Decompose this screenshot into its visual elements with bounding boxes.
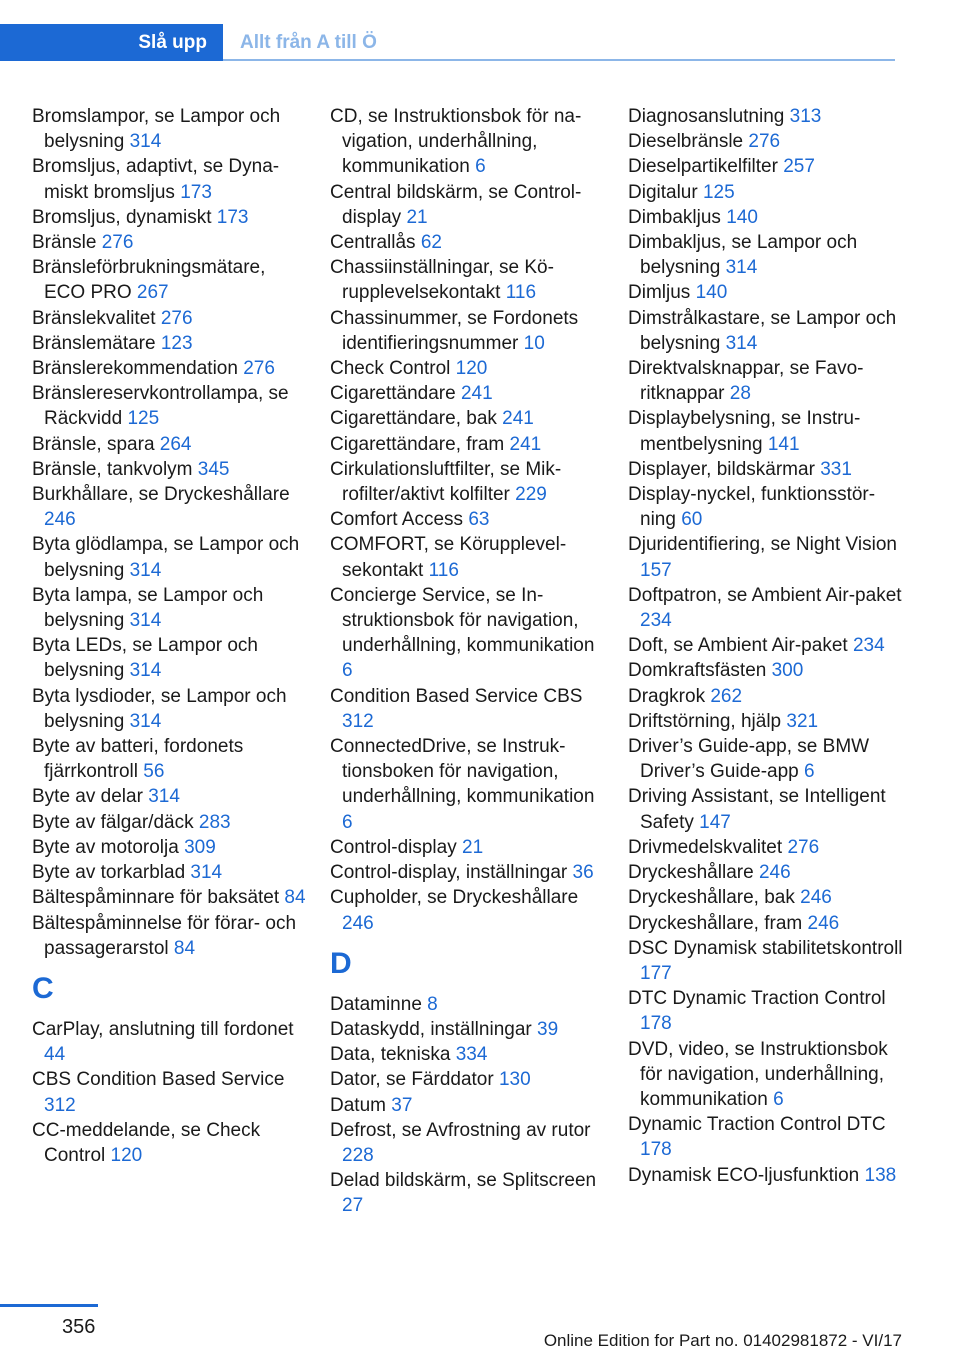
index-entry-page-link[interactable]: 262 [710, 685, 743, 707]
index-column-1 [32, 104, 307, 1168]
index-entry-term: Control-display [330, 836, 457, 858]
index-entry-term: Byte av torkarblad [32, 862, 186, 884]
header-rule [223, 59, 895, 61]
index-entry [32, 734, 307, 784]
index-entry-page-link[interactable]: 56 [143, 761, 165, 783]
index-entry-page-link[interactable]: 120 [455, 358, 488, 380]
index-entry [32, 810, 307, 835]
index-entry [32, 255, 307, 305]
index-entry [628, 784, 903, 834]
index-entry [330, 406, 605, 431]
index-entry-term: Bältespåminnare för baksätet [32, 887, 280, 909]
index-entry-term: Cirkulationsluftfilter, se Mikrofilter/aktivt kolfilter [330, 458, 562, 506]
index-entry-term: Dieselpartikelfilter [628, 156, 778, 178]
index-entry-page-link[interactable]: 6 [475, 156, 486, 178]
index-entry-page-link[interactable]: 63 [468, 509, 490, 531]
index-entry-term: Dryckeshållare, fram [628, 912, 803, 934]
index-entry-term: Bromslampor, se Lampor och belysning [32, 106, 281, 153]
index-entry-term: Bränslereservkontrollampa, se Räckvidd [32, 383, 289, 430]
index-entry-page-link[interactable]: 345 [197, 458, 230, 480]
index-entry-term: Data, tekniska [330, 1044, 451, 1066]
index-entry [330, 432, 605, 457]
index-entry [330, 1168, 605, 1218]
index-entry-page-link[interactable]: 321 [786, 710, 819, 732]
index-entry-term: CD, se Instruktionsbok för navigation, underhållning, kommunikation [330, 106, 582, 178]
index-entry [628, 936, 903, 986]
index-entry-page-link[interactable]: 246 [758, 862, 791, 884]
index-entry-term: Domkraftsfästen [628, 660, 767, 682]
index-entry-page-link[interactable]: 173 [180, 181, 212, 203]
index-entry-page-link[interactable]: 314 [190, 862, 223, 884]
index-entry-page-link[interactable]: 276 [787, 836, 820, 858]
index-entry [330, 835, 605, 860]
index-entry-term: Check Control [330, 358, 451, 380]
index-entry [628, 406, 903, 456]
index-entry [32, 356, 307, 381]
index-entry-term: Dataskydd, inställningar [330, 1018, 532, 1040]
index-entry [330, 104, 605, 180]
index-entry [628, 583, 903, 633]
index-entry-page-link[interactable]: 116 [505, 282, 537, 304]
index-entry [628, 658, 903, 683]
index-entry-page-link[interactable]: 246 [807, 912, 840, 934]
index-entry-term: Doftpatron, se Ambient Air-paket [628, 584, 902, 606]
index-entry-page-link[interactable]: 21 [462, 836, 484, 858]
index-entry-page-link[interactable]: 27 [342, 1195, 364, 1217]
index-entry-term: CarPlay, anslutning till fordonet [32, 1018, 294, 1040]
index-entry-page-link[interactable]: 312 [44, 1094, 76, 1116]
index-entry-term: Bränsleförbrukningsmätare, ECO PRO [32, 257, 266, 304]
index-entry [32, 230, 307, 255]
index-entry-term: Byta lysdioder, se Lampor och belysning [32, 685, 287, 732]
index-entry-term: Byta LEDs, se Lampor och belysning [32, 635, 258, 682]
index-entry-term: Dieselbränsle [628, 131, 744, 153]
index-entry-term: Bränsle, spara [32, 433, 155, 455]
index-entry [628, 457, 903, 482]
index-entry-page-link[interactable]: 84 [173, 937, 196, 959]
index-entry [32, 154, 307, 204]
index-entry-page-link[interactable]: 331 [820, 458, 852, 480]
index-entry-term: Chassiinställningar, se Körupplevelsekontakt [330, 257, 554, 304]
index-entry-page-link[interactable]: 314 [129, 710, 162, 732]
index-entry [32, 532, 307, 582]
index-entry-term: CBS Condition Based Service [32, 1069, 285, 1091]
index-entry-page-link[interactable]: 44 [44, 1044, 66, 1066]
index-entry-page-link[interactable]: 314 [148, 786, 180, 808]
index-entry-term: Bränslekvalitet [32, 307, 156, 329]
index-entry-page-link[interactable]: 314 [725, 332, 758, 354]
index-entry-page-link[interactable]: 276 [243, 358, 275, 380]
index-entry-page-link[interactable]: 177 [640, 962, 672, 984]
index-entry-term: Drivmedelskvalitet [628, 836, 783, 858]
index-entry-page-link[interactable]: 264 [159, 433, 192, 455]
index-entry [32, 432, 307, 457]
index-entry [330, 992, 605, 1017]
index-entry-page-link[interactable]: 6 [342, 811, 353, 833]
index-entry [628, 734, 903, 784]
index-entry-term: Dryckeshållare [628, 862, 754, 884]
index-entry-term: Control-display, inställningar [330, 862, 568, 884]
index-entry [32, 457, 307, 482]
index-entry [628, 280, 903, 305]
index-entry-term: Dryckeshållare, bak [628, 887, 795, 909]
index-entry-term: Cigarettändare [330, 383, 456, 405]
index-entry-term: Central bildskärm, se Control-display [330, 181, 582, 228]
index-entry [32, 860, 307, 885]
index-entry-page-link[interactable]: 276 [748, 131, 781, 153]
index-entry [32, 205, 307, 230]
index-entry [628, 684, 903, 709]
index-entry [32, 684, 307, 734]
index-entry [32, 331, 307, 356]
index-entry-term: Datum [330, 1094, 386, 1116]
index-entry-term: Dynamisk ECO-ljusfunktion [628, 1164, 860, 1186]
index-entry-page-link[interactable]: 123 [160, 332, 193, 354]
index-entry-page-link[interactable]: 125 [702, 181, 735, 203]
index-entry-term: Displayer, bildskärmar [628, 458, 815, 480]
index-entry-page-link[interactable]: 147 [699, 811, 731, 833]
index-entry-page-link[interactable]: 178 [640, 1139, 672, 1161]
index-entry-page-link[interactable]: 276 [160, 307, 193, 329]
index-entry-term: Byte av motorolja [32, 836, 179, 858]
index-entry [628, 709, 903, 734]
index-entry-term: Dator, se Färddator [330, 1069, 494, 1091]
index-entry-page-link[interactable]: 116 [428, 559, 459, 581]
index-entry-page-link[interactable]: 8 [427, 993, 438, 1015]
index-entry-page-link[interactable]: 28 [729, 383, 751, 405]
index-entry [628, 835, 903, 860]
index-entry-term: Bältespåminnelse för förar- och passagerarstol [32, 912, 297, 959]
index-entry-page-link[interactable]: 314 [129, 660, 162, 682]
index-entry-page-link[interactable]: 300 [771, 660, 804, 682]
index-entry [628, 1112, 903, 1162]
index-entry-term: CC-meddelande, se Check Control [32, 1119, 261, 1166]
index-entry [628, 532, 903, 582]
index-entry-term: Byte av delar [32, 786, 143, 808]
index-entry-page-link[interactable]: 283 [198, 811, 231, 833]
index-entry [628, 129, 903, 154]
index-entry [628, 306, 903, 356]
index-entry [330, 532, 605, 582]
index-column-3 [628, 104, 903, 1188]
index-entry-page-link[interactable]: 6 [342, 660, 353, 682]
index-entry-page-link[interactable]: 246 [800, 887, 832, 909]
index-entry-term: Dynamic Traction Control DTC [628, 1114, 886, 1136]
index-entry-page-link[interactable]: 267 [136, 282, 169, 304]
index-entry [330, 457, 605, 507]
index-entry-term: Concierge Service, se Instruktionsbok för navigation, underhållning, kommunikation [330, 584, 595, 657]
index-letter-heading: D [330, 946, 352, 980]
index-entry-page-link[interactable]: 314 [725, 257, 758, 279]
index-entry-term: Cigarettändare, fram [330, 433, 505, 455]
index-entry-term: Bromsljus, adaptivt, se Dynamiskt bromsljus [32, 156, 280, 203]
index-entry-term: ConnectedDrive, se Instruktionsboken för navigation, underhållning, kommunikation [330, 736, 595, 808]
index-entry-term: Driver’s Guide-app, se BMW Driver’s Guide-app [628, 736, 870, 783]
index-entry-term: Doft, se Ambient Air-paket [628, 635, 848, 657]
index-entry-page-link[interactable]: 39 [537, 1018, 559, 1040]
index-entry-term: Cupholder, se Dryckeshållare [330, 887, 579, 909]
index-entry-page-link[interactable]: 130 [498, 1069, 531, 1091]
tab-a-to-z[interactable]: Allt från A till Ö [240, 31, 377, 53]
index-entry-page-link[interactable]: 21 [406, 206, 428, 228]
index-entry-page-link[interactable]: 228 [342, 1144, 374, 1166]
index-entry-page-link[interactable]: 138 [864, 1164, 897, 1186]
index-entry-term: Byta glödlampa, se Lampor och belysning [32, 534, 300, 581]
index-entry [330, 180, 605, 230]
index-entry-term: Dragkrok [628, 685, 706, 707]
page-number: 356 [62, 1316, 96, 1338]
index-entry-term: Djuridentifiering, se Night Vision [628, 534, 897, 556]
page-number-rule [0, 1304, 98, 1307]
index-entry [330, 860, 605, 885]
index-entry [628, 180, 903, 205]
index-entry [628, 633, 903, 658]
index-entry [32, 306, 307, 331]
index-entry [330, 1118, 605, 1168]
index-entry-term: Bränslemätare [32, 332, 156, 354]
index-entry [330, 684, 605, 734]
index-entry [628, 986, 903, 1036]
index-entry-term: Byte av fälgar/däck [32, 811, 194, 833]
index-entry-term: Dimljus [628, 282, 691, 304]
index-entry [330, 507, 605, 532]
index-entry-page-link[interactable]: 178 [640, 1013, 672, 1035]
index-entry [32, 784, 307, 809]
index-entry-term: Cigarettändare, bak [330, 408, 497, 430]
index-entry-page-link[interactable]: 309 [184, 836, 216, 858]
index-entry [32, 1118, 307, 1168]
index-entry [628, 154, 903, 179]
index-entry-page-link[interactable]: 120 [110, 1144, 143, 1166]
index-entry-term: Bränslerekommendation [32, 358, 238, 380]
index-entry [330, 1017, 605, 1042]
index-entry-term: Digitalur [628, 181, 698, 203]
index-entry-term: DVD, video, se Instruktionsbok för navigation, underhållning, kommunikation [628, 1038, 888, 1110]
header-bar [0, 24, 895, 62]
index-entry [330, 734, 605, 835]
index-entry-page-link[interactable]: 234 [852, 635, 885, 657]
index-entry-page-link[interactable]: 246 [342, 912, 374, 934]
index-entry [32, 104, 307, 154]
index-entry-term: Dataminne [330, 993, 422, 1015]
tab-lookup[interactable]: Slå upp [0, 24, 223, 61]
index-entry-term: Driftstörning, hjälp [628, 710, 782, 732]
index-entry [32, 381, 307, 431]
index-entry-term: Direktvalsknappar, se Favoritknappar [628, 358, 864, 405]
index-entry-page-link[interactable]: 241 [460, 383, 493, 405]
index-entry-term: Burkhållare, se Dryckeshållare [32, 484, 290, 506]
index-entry-term: Display-nyckel, funktionsstörning [628, 484, 876, 531]
index-entry [32, 583, 307, 633]
index-entry-page-link[interactable]: 141 [767, 433, 800, 455]
index-entry-page-link[interactable]: 241 [502, 408, 534, 430]
index-entry-page-link[interactable]: 334 [455, 1044, 488, 1066]
index-entry-term: COMFORT, se Körupplevelsekontakt [330, 534, 567, 581]
index-entry-term: Diagnosanslutning [628, 106, 785, 127]
index-entry-page-link[interactable]: 125 [127, 408, 160, 430]
index-entry [330, 356, 605, 381]
index-entry-term: Bränsle, tankvolym [32, 458, 193, 480]
index-entry-page-link[interactable]: 37 [391, 1094, 413, 1116]
index-entry-page-link[interactable]: 314 [129, 610, 162, 632]
index-entry-page-link[interactable]: 6 [773, 1088, 784, 1110]
index-entry-page-link[interactable]: 6 [804, 761, 815, 783]
index-entry-term: Delad bildskärm, se Splitscreen [330, 1170, 597, 1192]
index-entry [628, 911, 903, 936]
index-entry [628, 885, 903, 910]
index-entry [32, 835, 307, 860]
index-entry-page-link[interactable]: 60 [681, 509, 703, 531]
index-entry [330, 255, 605, 305]
index-entry-page-link[interactable]: 312 [342, 710, 374, 732]
index-column-2 [330, 104, 605, 1219]
index-entry-term: Driving Assistant, se Intelligent Safety [628, 786, 886, 833]
index-entry-page-link[interactable]: 10 [523, 332, 545, 354]
index-entry-term: Dimbakljus [628, 206, 721, 228]
index-entry-page-link[interactable]: 84 [284, 887, 306, 909]
index-entry-page-link[interactable]: 313 [789, 106, 822, 127]
index-entry [330, 885, 605, 935]
index-entry-term: DTC Dynamic Traction Control [628, 988, 886, 1010]
index-entry [628, 860, 903, 885]
index-entry [628, 230, 903, 280]
index-entry [32, 1017, 307, 1067]
index-entry [628, 1163, 903, 1188]
index-entry [628, 482, 903, 532]
index-entry [330, 583, 605, 684]
index-entry-term: Condition Based Service CBS [330, 685, 583, 707]
index-entry [330, 1067, 605, 1092]
index-entry-page-link[interactable]: 229 [515, 484, 547, 506]
index-entry [32, 633, 307, 683]
index-entry-term: Byte av batteri, fordonets fjärrkontroll [32, 736, 244, 783]
index-entry [32, 911, 307, 961]
index-entry-page-link[interactable]: 241 [509, 433, 542, 455]
index-entry-term: DSC Dynamisk stabilitetskontroll [628, 937, 903, 959]
index-entry [330, 1093, 605, 1118]
index-entry [330, 230, 605, 255]
index-entry-page-link[interactable]: 276 [101, 232, 134, 254]
index-entry [32, 1067, 307, 1117]
index-entry-page-link[interactable]: 140 [695, 282, 728, 304]
index-entry [330, 306, 605, 356]
index-entry-page-link[interactable]: 36 [572, 862, 594, 884]
index-entry-page-link[interactable]: 234 [640, 610, 672, 632]
index-entry-term: Chassinummer, se Fordonets identifieringsnummer [330, 307, 579, 354]
footer-edition: Online Edition for Part no. 01402981872 - VI/17 [543, 1331, 902, 1350]
index-entry-term: Centrallås [330, 232, 416, 254]
index-entry-term: Displaybelysning, se Instrumentbelysning [628, 408, 861, 455]
index-entry-page-link[interactable]: 314 [129, 559, 162, 581]
index-entry [32, 885, 307, 910]
index-entry-term: Defrost, se Avfrostning av rutor [330, 1119, 591, 1141]
index-entry [330, 1042, 605, 1067]
index-entry-term: Comfort Access [330, 509, 464, 531]
index-entry-page-link[interactable]: 314 [129, 131, 162, 153]
index-entry [628, 104, 903, 129]
index-entry [32, 482, 307, 532]
index-entry [628, 356, 903, 406]
index-entry-page-link[interactable]: 246 [44, 509, 76, 531]
index-letter-heading: C [32, 971, 54, 1005]
index-entry-term: Dimstrålkastare, se Lampor och belysning [628, 307, 897, 354]
index-entry-page-link[interactable]: 140 [726, 206, 758, 228]
index-entry-page-link[interactable]: 157 [640, 559, 672, 581]
index-entry [628, 205, 903, 230]
index-entry-term: Dimbakljus, se Lampor och belysning [628, 232, 858, 279]
index-entry-term: Byta lampa, se Lampor och belysning [32, 584, 264, 632]
index-entry-term: Bränsle [32, 232, 97, 254]
index-entry-term: Bromsljus, dynamiskt [32, 206, 212, 228]
index-entry-page-link[interactable]: 257 [783, 156, 815, 178]
index-entry [628, 1037, 903, 1113]
index-entry-page-link[interactable]: 173 [216, 206, 249, 228]
index-entry-page-link[interactable]: 62 [420, 232, 442, 254]
index-entry [330, 381, 605, 406]
